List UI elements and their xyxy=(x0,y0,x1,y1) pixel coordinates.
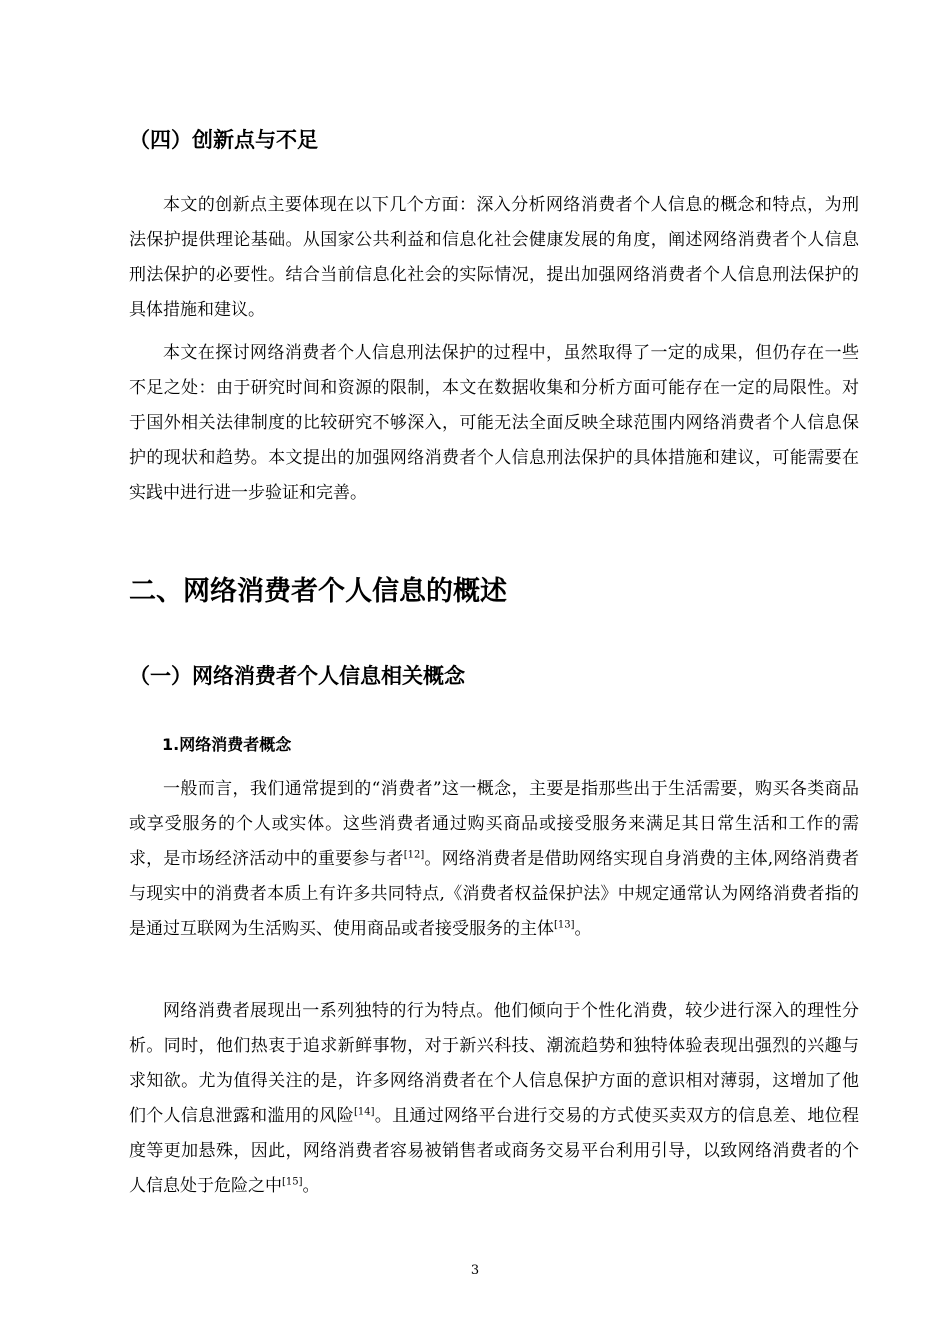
citation-ref-12: [12] xyxy=(403,849,425,861)
subsection-heading-consumer-concept: 1.网络消费者概念 xyxy=(162,735,292,754)
paragraph-text: 。网络消费者是借助网络实现自身消费的主体,网络消费者与现实中的消费者本质上有许多共同特点,《消费者权益保护法》中规定通常认为网络消费者指的是通过互联网为生活购买、使用商品或者接受服务的主体 xyxy=(129,849,860,939)
paragraph-consumer-characteristics xyxy=(129,994,859,1204)
citation-ref-14: [14] xyxy=(353,1106,375,1118)
chapter-heading: 二、网络消费者个人信息的概述 xyxy=(129,576,507,607)
citation-ref-15: [15] xyxy=(282,1176,303,1188)
citation-ref-13: [13] xyxy=(554,919,575,931)
paragraph-text: 。且通过网络平台进行交易的方式使买卖双方的信息差、地位程度等更加悬殊，因此，网络消费者容易被销售者或商务交易平台利用引导，以致网络消费者的个人信息处于危险之中 xyxy=(129,1106,859,1196)
paragraph-text: 一般而言，我们通常提到的“消费者”这一概念，主要是指那些出于生活需要，购买各类商品或享受服务的个人或实体。这些消费者通过购买商品或接受服务来满足其日常生活和工作的需求，是市场经济活动中的重要参与者 xyxy=(129,779,859,869)
section-heading-innovation: （四）创新点与不足 xyxy=(129,128,318,152)
paragraph-text: 。 xyxy=(302,1176,320,1196)
paragraph-innovation: 本文的创新点主要体现在以下几个方面：深入分析网络消费者个人信息的概念和特点，为刑法保护提供理论基础。从国家公共利益和信息化社会健康发展的角度，阐述网络消费者个人信息刑法保护的必要性。结合当前信息化社会的实际情况，提出加强网络消费者个人信息刑法保护的具体措施和建议。 xyxy=(129,195,859,320)
page-number: 3 xyxy=(470,1263,480,1278)
section-heading-concepts: （一）网络消费者个人信息相关概念 xyxy=(129,664,465,688)
paragraph-text: 网络消费者展现出一系列独特的行为特点。他们倾向于个性化消费，较少进行深入的理性分析。同时，他们热衷于追求新鲜事物，对于新兴科技、潮流趋势和独特体验表现出强烈的兴趣与求知欲。尤为值得关注的是，许多网络消费者在个人信息保护方面的意识相对薄弱，这增加了他们个人信息泄露和滥用的风险 xyxy=(129,1001,859,1126)
paragraph-shortcomings: 本文在探讨网络消费者个人信息刑法保护的过程中，虽然取得了一定的成果，但仍存在一些不足之处：由于研究时间和资源的限制，本文在数据收集和分析方面可能存在一定的局限性。对于国外相关法律制度的比较研究不够深入，可能无法全面反映全球范围内网络消费者个人信息保护的现状和趋势。本文提出的加强网络消费者个人信息刑法保护的具体措施和建议，可能需要在实践中进行进一步验证和完善。 xyxy=(129,343,859,503)
paragraph-consumer-definition xyxy=(129,772,859,947)
paragraph-text: 。 xyxy=(574,919,592,939)
